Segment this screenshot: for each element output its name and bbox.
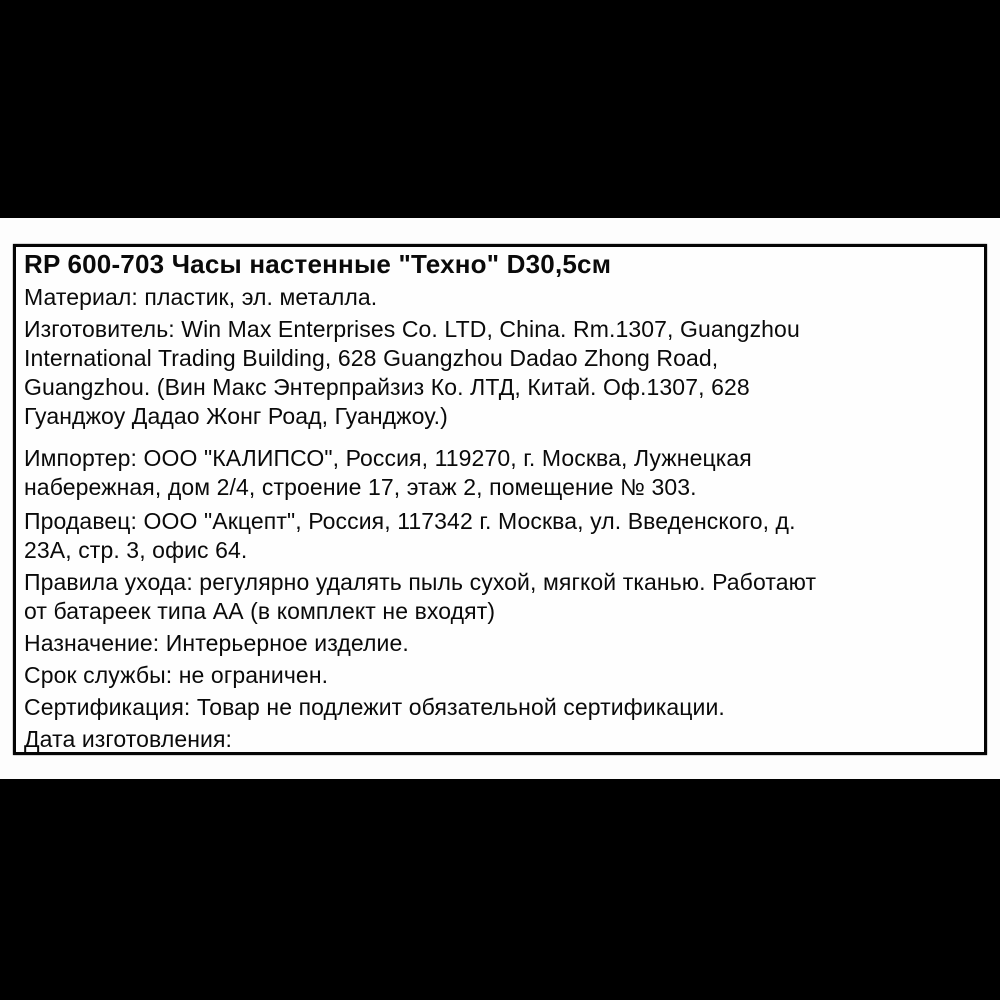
product-title: RP 600-703 Часы настенные "Техно" D30,5см bbox=[24, 249, 612, 279]
paragraph-service-life: Срок службы: не ограничен. bbox=[24, 662, 329, 688]
paragraph-manufacturer: Изготовитель: Win Max Enterprises Co. LTD, China. Rm.1307, Guangzhou International Trading Building, 628 Guangzhou Dadao Zhong Road, Guangzhou. (Вин Макс Энтерпрайзиз Ко. ЛТД, Китай. Оф.1307, 628 Гуанджоу Дадао Жонг Роад, Гуанджоу.) bbox=[24, 316, 800, 429]
paragraph-importer: Импортер: ООО "КАЛИПСО", Россия, 119270, г. Москва, Лужнецкая набережная, дом 2/4, строение 17, этаж 2, помещение № 303. bbox=[24, 445, 752, 500]
paragraph-purpose: Назначение: Интерьерное изделие. bbox=[24, 630, 409, 656]
paragraph-material: Материал: пластик, эл. металла. bbox=[24, 284, 378, 310]
product-info-box bbox=[13, 244, 987, 755]
paragraph-care-rules: Правила ухода: регулярно удалять пыль сухой, мягкой тканью. Работают от батареек типа АА (в комплект не входят) bbox=[24, 569, 817, 624]
paragraph-production-date: Дата изготовления: bbox=[24, 726, 233, 752]
paragraph-certification: Сертификация: Товар не подлежит обязательной сертификации. bbox=[24, 694, 725, 720]
bottom-black-band bbox=[0, 779, 1000, 1000]
top-black-band bbox=[0, 0, 1000, 218]
paragraph-seller: Продавец: ООО "Акцепт", Россия, 117342 г. Москва, ул. Введенского, д. 23А, стр. 3, офис 64. bbox=[24, 508, 796, 563]
